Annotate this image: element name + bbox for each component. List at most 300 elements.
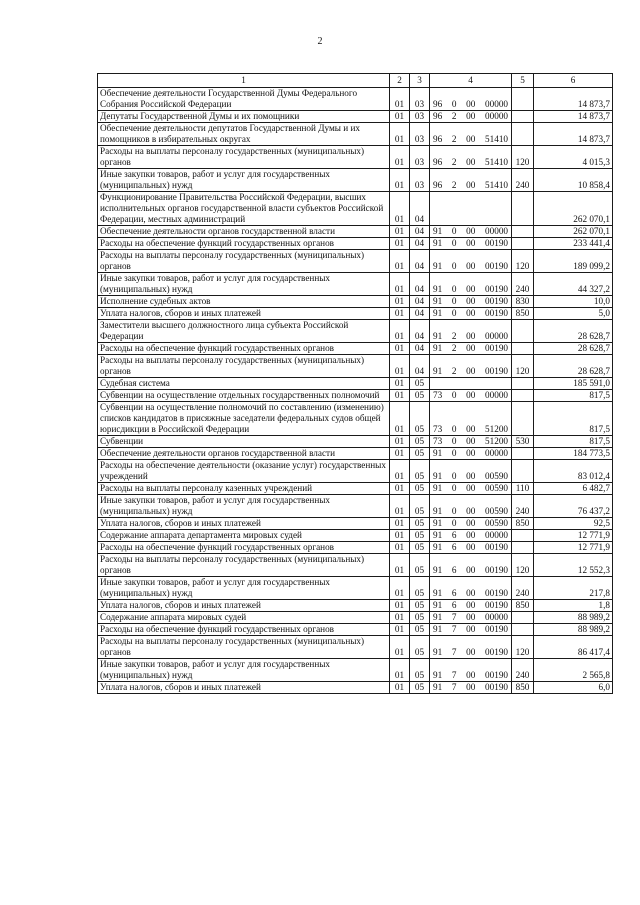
table-row — [98, 483, 613, 495]
target-article-cell — [430, 600, 512, 612]
target-article-part: 0 — [451, 471, 457, 481]
target-article-part: 00 — [466, 600, 476, 610]
amount-cell: 817,5 — [534, 436, 613, 448]
target-article-part: 7 — [451, 612, 457, 622]
target-article-part: 0 — [451, 448, 457, 458]
amount-cell: 28 628,7 — [534, 355, 613, 378]
amount-cell: 76 437,2 — [534, 495, 613, 518]
amount-cell: 262 070,1 — [534, 226, 613, 238]
target-article-part: 7 — [451, 682, 457, 692]
subsection-code-cell: 05 — [410, 554, 430, 577]
expense-type-cell — [512, 624, 534, 636]
table-row — [98, 378, 613, 390]
amount-cell: 88 989,2 — [534, 612, 613, 624]
target-article-part: 51410 — [485, 157, 508, 167]
row-name-cell: Иные закупки товаров, работ и услуг для государственных (муниципальных) нужд — [98, 495, 390, 518]
subsection-code-cell: 04 — [410, 355, 430, 378]
subsection-code-cell: 03 — [410, 111, 430, 123]
table-row — [98, 169, 613, 192]
target-article-part: 91 — [433, 226, 443, 236]
target-article-part: 7 — [451, 624, 457, 634]
table-row — [98, 308, 613, 320]
row-name-cell: Расходы на выплаты персоналу казенных учреждений — [98, 483, 390, 495]
expense-type-cell: 530 — [512, 436, 534, 448]
amount-cell: 86 417,4 — [534, 636, 613, 659]
subsection-code-cell: 05 — [410, 542, 430, 554]
target-article-cell — [430, 378, 512, 390]
target-article-cell — [430, 402, 512, 436]
section-code-cell: 01 — [390, 402, 410, 436]
target-article-cell — [430, 624, 512, 636]
target-article-part: 2 — [451, 366, 457, 376]
section-code-cell: 01 — [390, 612, 410, 624]
subsection-code-cell: 05 — [410, 659, 430, 682]
expense-type-cell — [512, 343, 534, 355]
target-article-part: 00190 — [485, 624, 508, 634]
target-article-part: 00 — [466, 565, 476, 575]
section-code-cell: 01 — [390, 448, 410, 460]
target-article-cell — [430, 88, 512, 111]
amount-cell: 10 858,4 — [534, 169, 613, 192]
section-code-cell: 01 — [390, 483, 410, 495]
target-article-part: 0 — [451, 424, 457, 434]
row-name-cell: Субвенции на осуществление отдельных государственных полномочий — [98, 390, 390, 402]
row-name-cell: Расходы на обеспечение функций государственных органов — [98, 343, 390, 355]
target-article-cell — [430, 612, 512, 624]
target-article-cell — [430, 296, 512, 308]
target-article-cell — [430, 169, 512, 192]
subsection-code-cell: 05 — [410, 518, 430, 530]
section-code-cell: 01 — [390, 378, 410, 390]
target-article-part: 00 — [466, 624, 476, 634]
target-article-part: 96 — [433, 111, 443, 121]
target-article-part: 00 — [466, 157, 476, 167]
target-article-part: 00590 — [485, 471, 508, 481]
target-article-part: 2 — [451, 157, 457, 167]
expense-type-cell: 120 — [512, 636, 534, 659]
table-row — [98, 192, 613, 226]
target-article-part: 0 — [451, 296, 457, 306]
section-code-cell: 01 — [390, 390, 410, 402]
subsection-code-cell: 04 — [410, 250, 430, 273]
section-code-cell: 01 — [390, 530, 410, 542]
target-article-part: 91 — [433, 331, 443, 341]
section-code-cell: 01 — [390, 88, 410, 111]
target-article-part: 00 — [466, 366, 476, 376]
amount-cell: 12 771,9 — [534, 542, 613, 554]
row-name-cell: Функционирование Правительства Российской Федерации, высших исполнительных органов государственной власти субъектов Российской Федерации, местных администраций — [98, 192, 390, 226]
row-name-cell: Уплата налогов, сборов и иных платежей — [98, 308, 390, 320]
target-article-cell — [430, 250, 512, 273]
table-row — [98, 495, 613, 518]
target-article-cell — [430, 355, 512, 378]
column-header: 5 — [512, 74, 534, 88]
target-article-part: 91 — [433, 542, 443, 552]
target-article-part: 00 — [466, 670, 476, 680]
target-article-part: 7 — [451, 647, 457, 657]
expense-type-cell: 240 — [512, 577, 534, 600]
expense-type-cell — [512, 238, 534, 250]
section-code-cell: 01 — [390, 250, 410, 273]
target-article-part: 0 — [451, 518, 457, 528]
subsection-code-cell: 04 — [410, 320, 430, 343]
section-code-cell: 01 — [390, 436, 410, 448]
table-row — [98, 600, 613, 612]
target-article-part: 00 — [466, 647, 476, 657]
target-article-cell — [430, 542, 512, 554]
target-article-cell — [430, 146, 512, 169]
target-article-cell — [430, 273, 512, 296]
table-row — [98, 460, 613, 483]
expense-type-cell: 240 — [512, 273, 534, 296]
target-article-cell — [430, 518, 512, 530]
row-name-cell: Обеспечение деятельности органов государственной власти — [98, 448, 390, 460]
target-article-part: 00 — [466, 506, 476, 516]
target-article-part: 00 — [466, 226, 476, 236]
target-article-cell — [430, 320, 512, 343]
section-code-cell: 01 — [390, 554, 410, 577]
target-article-part: 00190 — [485, 366, 508, 376]
target-article-part: 00190 — [485, 600, 508, 610]
section-code-cell: 01 — [390, 226, 410, 238]
row-name-cell: Обеспечение деятельности Государственной Думы Федерального Собрания Российской Федерации — [98, 88, 390, 111]
page-number: 2 — [317, 36, 323, 47]
amount-cell: 83 012,4 — [534, 460, 613, 483]
target-article-part: 00 — [466, 471, 476, 481]
target-article-part: 0 — [451, 308, 457, 318]
target-article-part: 00190 — [485, 284, 508, 294]
row-name-cell: Уплата налогов, сборов и иных платежей — [98, 518, 390, 530]
subsection-code-cell: 04 — [410, 343, 430, 355]
amount-cell: 185 591,0 — [534, 378, 613, 390]
target-article-part: 00000 — [485, 612, 508, 622]
table-row — [98, 123, 613, 146]
expense-type-cell: 830 — [512, 296, 534, 308]
amount-cell: 217,8 — [534, 577, 613, 600]
budget-table — [97, 73, 613, 694]
target-article-part: 00000 — [485, 448, 508, 458]
target-article-part: 2 — [451, 331, 457, 341]
target-article-part: 91 — [433, 483, 443, 493]
amount-cell: 14 873,7 — [534, 88, 613, 111]
subsection-code-cell: 04 — [410, 308, 430, 320]
subsection-code-cell: 05 — [410, 495, 430, 518]
section-code-cell: 01 — [390, 600, 410, 612]
target-article-part: 73 — [433, 424, 443, 434]
row-name-cell: Расходы на выплаты персоналу государственных (муниципальных) органов — [98, 554, 390, 577]
target-article-part: 00 — [466, 390, 476, 400]
section-code-cell: 01 — [390, 682, 410, 694]
amount-cell: 184 773,5 — [534, 448, 613, 460]
target-article-part: 00190 — [485, 565, 508, 575]
column-header: 2 — [390, 74, 410, 88]
table-row — [98, 273, 613, 296]
section-code-cell: 01 — [390, 273, 410, 296]
amount-cell: 92,5 — [534, 518, 613, 530]
target-article-part: 00 — [466, 296, 476, 306]
expense-type-cell: 850 — [512, 308, 534, 320]
table-row — [98, 296, 613, 308]
row-name-cell: Субвенции — [98, 436, 390, 448]
target-article-part: 51200 — [485, 436, 508, 446]
target-article-cell — [430, 123, 512, 146]
column-header: 1 — [98, 74, 390, 88]
row-name-cell: Иные закупки товаров, работ и услуг для государственных (муниципальных) нужд — [98, 273, 390, 296]
row-name-cell: Депутаты Государственной Думы и их помощники — [98, 111, 390, 123]
table-row — [98, 226, 613, 238]
subsection-code-cell: 03 — [410, 146, 430, 169]
target-article-part: 00 — [466, 483, 476, 493]
target-article-part: 91 — [433, 261, 443, 271]
target-article-cell — [430, 436, 512, 448]
target-article-cell — [430, 554, 512, 577]
section-code-cell: 01 — [390, 659, 410, 682]
expense-type-cell — [512, 192, 534, 226]
target-article-part: 96 — [433, 134, 443, 144]
subsection-code-cell: 03 — [410, 123, 430, 146]
target-article-part: 00 — [466, 612, 476, 622]
section-code-cell: 01 — [390, 308, 410, 320]
target-article-part: 00000 — [485, 99, 508, 109]
expense-type-cell — [512, 111, 534, 123]
expense-type-cell — [512, 460, 534, 483]
expense-type-cell — [512, 390, 534, 402]
expense-type-cell: 240 — [512, 659, 534, 682]
target-article-part: 51410 — [485, 134, 508, 144]
target-article-part: 51200 — [485, 424, 508, 434]
amount-cell: 1,8 — [534, 600, 613, 612]
section-code-cell: 01 — [390, 296, 410, 308]
target-article-cell — [430, 192, 512, 226]
target-article-cell — [430, 495, 512, 518]
target-article-part: 91 — [433, 565, 443, 575]
section-code-cell: 01 — [390, 355, 410, 378]
target-article-part: 00 — [466, 284, 476, 294]
row-name-cell: Расходы на выплаты персоналу государственных (муниципальных) органов — [98, 355, 390, 378]
target-article-part: 00000 — [485, 530, 508, 540]
target-article-part: 00190 — [485, 308, 508, 318]
target-article-part: 00590 — [485, 518, 508, 528]
target-article-part: 73 — [433, 436, 443, 446]
target-article-part: 0 — [451, 226, 457, 236]
amount-cell: 28 628,7 — [534, 343, 613, 355]
expense-type-cell — [512, 226, 534, 238]
subsection-code-cell: 04 — [410, 192, 430, 226]
target-article-cell — [430, 659, 512, 682]
target-article-part: 00000 — [485, 111, 508, 121]
target-article-cell — [430, 343, 512, 355]
expense-type-cell: 850 — [512, 600, 534, 612]
section-code-cell: 01 — [390, 320, 410, 343]
target-article-part: 6 — [451, 565, 457, 575]
target-article-part: 91 — [433, 612, 443, 622]
target-article-part: 0 — [451, 99, 457, 109]
amount-cell: 817,5 — [534, 402, 613, 436]
table-row — [98, 238, 613, 250]
row-name-cell: Судебная система — [98, 378, 390, 390]
target-article-part: 00 — [466, 308, 476, 318]
target-article-part: 96 — [433, 99, 443, 109]
row-name-cell: Расходы на выплаты персоналу государственных (муниципальных) органов — [98, 636, 390, 659]
expense-type-cell — [512, 542, 534, 554]
subsection-code-cell: 05 — [410, 460, 430, 483]
target-article-part: 00190 — [485, 682, 508, 692]
row-name-cell: Расходы на выплаты персоналу государственных (муниципальных) органов — [98, 146, 390, 169]
target-article-part: 91 — [433, 366, 443, 376]
target-article-cell — [430, 460, 512, 483]
expense-type-cell: 850 — [512, 518, 534, 530]
section-code-cell: 01 — [390, 123, 410, 146]
target-article-part: 6 — [451, 542, 457, 552]
amount-cell: 233 441,4 — [534, 238, 613, 250]
table-row — [98, 530, 613, 542]
subsection-code-cell: 05 — [410, 682, 430, 694]
section-code-cell: 01 — [390, 343, 410, 355]
section-code-cell: 01 — [390, 111, 410, 123]
target-article-cell — [430, 308, 512, 320]
target-article-part: 00 — [466, 436, 476, 446]
row-name-cell: Расходы на обеспечение деятельности (оказание услуг) государственных учреждений — [98, 460, 390, 483]
subsection-code-cell: 04 — [410, 273, 430, 296]
target-article-cell — [430, 636, 512, 659]
target-article-part: 00 — [466, 99, 476, 109]
target-article-cell — [430, 682, 512, 694]
target-article-part: 00 — [466, 343, 476, 353]
expense-type-cell — [512, 123, 534, 146]
target-article-cell — [430, 390, 512, 402]
amount-cell: 189 099,2 — [534, 250, 613, 273]
target-article-part: 91 — [433, 624, 443, 634]
target-article-part: 91 — [433, 600, 443, 610]
column-header: 6 — [534, 74, 613, 88]
target-article-part: 00 — [466, 180, 476, 190]
expense-type-cell — [512, 402, 534, 436]
expense-type-cell: 120 — [512, 250, 534, 273]
amount-cell: 817,5 — [534, 390, 613, 402]
column-header: 3 — [410, 74, 430, 88]
target-article-part: 91 — [433, 588, 443, 598]
subsection-code-cell: 03 — [410, 169, 430, 192]
table-row — [98, 88, 613, 111]
target-article-part: 00 — [466, 331, 476, 341]
target-article-part: 0 — [451, 284, 457, 294]
subsection-code-cell: 05 — [410, 436, 430, 448]
target-article-part: 00 — [466, 530, 476, 540]
target-article-part: 00190 — [485, 670, 508, 680]
row-name-cell: Уплата налогов, сборов и иных платежей — [98, 682, 390, 694]
target-article-part: 00190 — [485, 296, 508, 306]
row-name-cell: Расходы на обеспечение функций государственных органов — [98, 542, 390, 554]
section-code-cell: 01 — [390, 624, 410, 636]
table-row — [98, 355, 613, 378]
target-article-part: 96 — [433, 157, 443, 167]
row-name-cell: Обеспечение деятельности органов государственной власти — [98, 226, 390, 238]
row-name-cell: Расходы на обеспечение функций государственных органов — [98, 238, 390, 250]
target-article-cell — [430, 238, 512, 250]
amount-cell: 6 482,7 — [534, 483, 613, 495]
table-row — [98, 577, 613, 600]
expense-type-cell: 110 — [512, 483, 534, 495]
table-row — [98, 682, 613, 694]
target-article-part: 00 — [466, 261, 476, 271]
table-row — [98, 624, 613, 636]
amount-cell: 88 989,2 — [534, 624, 613, 636]
target-article-part: 00000 — [485, 226, 508, 236]
row-name-cell: Субвенции на осуществление полномочий по составлению (изменению) списков кандидатов в присяжные заседатели федеральных судов общей юрисдикции в Российской Федерации — [98, 402, 390, 436]
subsection-code-cell: 04 — [410, 296, 430, 308]
subsection-code-cell: 05 — [410, 483, 430, 495]
expense-type-cell — [512, 88, 534, 111]
subsection-code-cell: 04 — [410, 238, 430, 250]
target-article-part: 0 — [451, 238, 457, 248]
target-article-part: 0 — [451, 506, 457, 516]
target-article-part: 6 — [451, 600, 457, 610]
subsection-code-cell: 05 — [410, 624, 430, 636]
subsection-code-cell: 05 — [410, 636, 430, 659]
target-article-part: 91 — [433, 506, 443, 516]
expense-type-cell: 240 — [512, 495, 534, 518]
table-header-row — [98, 74, 613, 88]
target-article-part: 91 — [433, 448, 443, 458]
amount-cell: 44 327,2 — [534, 273, 613, 296]
target-article-part: 91 — [433, 530, 443, 540]
subsection-code-cell: 05 — [410, 402, 430, 436]
expense-type-cell — [512, 448, 534, 460]
expense-type-cell: 120 — [512, 355, 534, 378]
amount-cell: 28 628,7 — [534, 320, 613, 343]
subsection-code-cell: 04 — [410, 226, 430, 238]
target-article-part: 0 — [451, 390, 457, 400]
target-article-part: 2 — [451, 180, 457, 190]
subsection-code-cell: 05 — [410, 612, 430, 624]
target-article-part: 00 — [466, 518, 476, 528]
target-article-part: 91 — [433, 647, 443, 657]
target-article-part: 91 — [433, 518, 443, 528]
section-code-cell: 01 — [390, 577, 410, 600]
subsection-code-cell: 05 — [410, 577, 430, 600]
table-row — [98, 436, 613, 448]
row-name-cell: Расходы на обеспечение функций государственных органов — [98, 624, 390, 636]
subsection-code-cell: 05 — [410, 448, 430, 460]
row-name-cell: Содержание аппарата мировых судей — [98, 612, 390, 624]
target-article-part: 00000 — [485, 331, 508, 341]
target-article-cell — [430, 448, 512, 460]
target-article-cell — [430, 483, 512, 495]
row-name-cell: Иные закупки товаров, работ и услуг для государственных (муниципальных) нужд — [98, 659, 390, 682]
table-row — [98, 612, 613, 624]
section-code-cell: 01 — [390, 169, 410, 192]
target-article-part: 00 — [466, 448, 476, 458]
expense-type-cell — [512, 320, 534, 343]
target-article-part: 00 — [466, 238, 476, 248]
target-article-part: 00 — [466, 588, 476, 598]
subsection-code-cell: 05 — [410, 600, 430, 612]
target-article-part: 00190 — [485, 343, 508, 353]
expense-type-cell — [512, 530, 534, 542]
target-article-part: 0 — [451, 261, 457, 271]
row-name-cell: Расходы на выплаты персоналу государственных (муниципальных) органов — [98, 250, 390, 273]
section-code-cell: 01 — [390, 518, 410, 530]
expense-type-cell: 120 — [512, 554, 534, 577]
expense-type-cell: 240 — [512, 169, 534, 192]
subsection-code-cell: 05 — [410, 390, 430, 402]
section-code-cell: 01 — [390, 460, 410, 483]
target-article-part: 00190 — [485, 647, 508, 657]
target-article-part: 0 — [451, 436, 457, 446]
table-row — [98, 636, 613, 659]
target-article-part: 00000 — [485, 390, 508, 400]
target-article-part: 91 — [433, 682, 443, 692]
